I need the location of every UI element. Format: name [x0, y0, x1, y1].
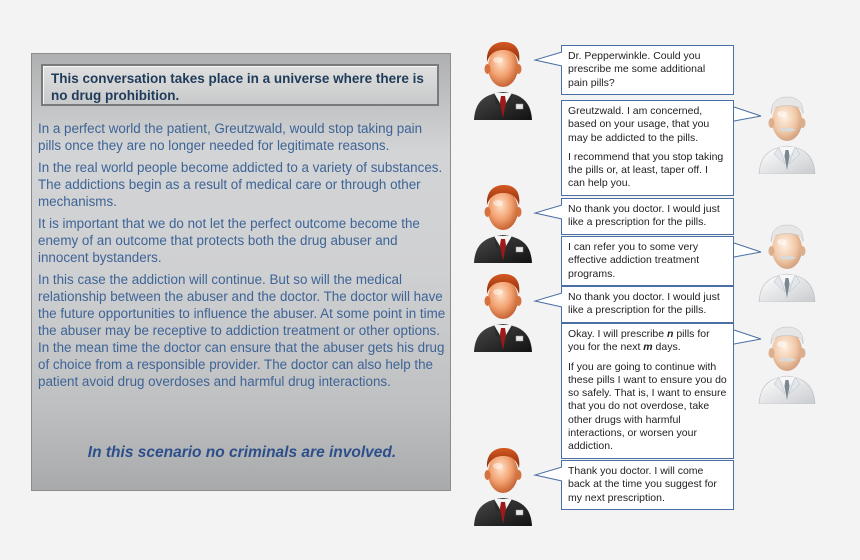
speech-bubble-tail [733, 329, 763, 349]
patient-speech-bubble [561, 198, 734, 235]
doctor-speech-bubble [561, 323, 734, 459]
panel-body [38, 120, 448, 395]
businessman-avatar-icon [472, 38, 534, 125]
panel-footer: In this scenario no criminals are involved. [87, 444, 397, 461]
speech-text: I recommend that you stop taking the pills or, at least, taper off. I can help you. [568, 150, 724, 190]
speech-bubble-tail [534, 466, 564, 486]
patient-speech-bubble [561, 45, 734, 95]
speech-text: No thank you doctor. I would just like a prescription for the pills. [568, 291, 720, 317]
speech-text: Okay. I will prescribe n pills for you for the next m days. [568, 328, 710, 354]
description-panel [31, 53, 451, 491]
doctor-avatar-icon [756, 220, 818, 307]
businessman-avatar-icon [472, 444, 534, 531]
businessman-avatar-icon [472, 270, 534, 357]
emphasis-variable: n [667, 328, 674, 340]
speech-text: If you are going to continue with these pills I want to ensure you do so safely. That is, I want to ensure that you do not overdose, take other drugs with harmful interactions, or worsen your addiction. [568, 360, 727, 453]
patient-speech-bubble [561, 286, 734, 323]
doctor-speech-bubble [561, 100, 734, 196]
panel-paragraph: It is important that we do not let the perfect outcome become the enemy of an outcome that protects both the drug abuser and innocent bystanders. [38, 216, 420, 265]
doctor-speech-bubble [561, 236, 734, 286]
speech-bubble-tail [534, 51, 564, 71]
panel-title: This conversation takes place in a universe where there is no drug prohibition. [41, 64, 439, 106]
speech-text: No thank you doctor. I would just like a prescription for the pills. [568, 203, 720, 229]
doctor-avatar-icon [756, 322, 818, 409]
panel-paragraph: In the real world people become addicted to a variety of substances. The addictions begin as a result of medical care or through other mechanisms. [38, 160, 443, 209]
doctor-avatar-icon [756, 92, 818, 179]
panel-paragraph: In a perfect world the patient, Greutzwald, would stop taking pain pills once they are no longer needed for legitimate reasons. [38, 121, 423, 153]
speech-text: Greutzwald. I am concerned, based on your usage, that you may be addicted to the pills. [568, 105, 710, 144]
businessman-avatar-icon [472, 181, 534, 268]
speech-bubble-tail [733, 106, 763, 126]
speech-text: Dr. Pepperwinkle. Could you prescribe me some additional pain pills? [568, 50, 706, 89]
speech-text: I can refer you to some very effective addiction treatment programs. [568, 241, 700, 280]
patient-speech-bubble [561, 460, 734, 510]
emphasis-variable: m [643, 341, 653, 354]
speech-text: Thank you doctor. I will come back at the time you suggest for my next prescription. [568, 465, 717, 504]
speech-bubble-tail [534, 204, 564, 224]
panel-paragraph: In this case the addiction will continue. But so will the medical relationship between the abuser and the doctor. The doctor will have the future opportunities to influence the abuser. At some point in time the abuser may be receptive to addiction treatment or other options. In the mean time the doctor can ensure that the abuser gets his drug of choice from a responsible provider. The doctor can also help the patient avoid drug overdoses and harmful drug interactions. [38, 272, 446, 389]
speech-bubble-tail [534, 292, 564, 312]
speech-bubble-tail [733, 242, 763, 262]
